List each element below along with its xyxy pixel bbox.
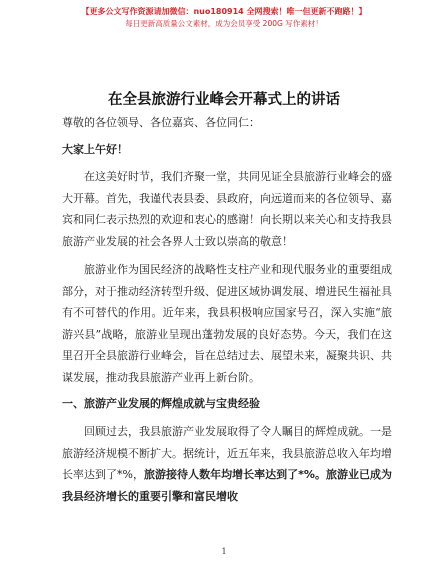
paragraph-2: 旅游业作为国民经济的战略性支柱产业和现代服务业的重要组成部分，对于推动经济转型升级、促进区域协调发展、增进民生福祉具有不可替代的作用。近年来，我县积极响应国家号召，深入实施“旅游兴县”战略，旅游业呈现出蓬勃发展的良好态势。今天，我们在这里召开全县旅游行业峰会，旨在总结过去、展望未来，凝聚共识、共谋发展，推动我县旅游产业再上新台阶。: [62, 263, 392, 384]
paragraph-1: 在这美好时节，我们齐聚一堂，共同见证全县旅游行业峰会的盛大开幕。首先，我谨代表县委、县政府，向远道而来的各位领导、嘉宾和同仁表示热烈的欢迎和衷心的感谢！向长期以来关心和支持我县旅游产业发展的社会各界人士致以崇高的敬意！: [62, 170, 392, 248]
promo-banner: [0, 6, 448, 29]
salutation: 尊敬的各位领导、各位嘉宾、各位同仁：: [62, 116, 260, 129]
paragraph-3-plain-text: 回顾过去，我县旅游产业发展取得了令人瞩目的辉煌成就。一是旅游经济规模不断扩大。据统计，近五年来，我县旅游总收入年均增长率达到了*%，: [62, 425, 392, 481]
greeting: 大家上午好！: [62, 143, 128, 156]
paragraph-3-bold-text: 旅游接待人数年均增长率达到了*%。旅游业已成为我县经济增长的重要引擎和富民增收: [62, 468, 393, 503]
paragraph-3: [62, 421, 392, 507]
document-title: 在全县旅游行业峰会开幕式上的讲话: [108, 92, 340, 108]
promo-banner-line-2: 每日更新高质量公文素材，成为会员享受 200G 写作素材！: [125, 19, 323, 28]
document-body: [62, 114, 392, 514]
section-heading: 一、旅游产业发展的辉煌成就与宝贵经验: [62, 397, 260, 410]
promo-banner-line-1: 【更多公文写作资源请加微信：nuo180914 全网搜索！唯一但更新不跑路！】: [81, 7, 367, 16]
page-number: 1: [221, 547, 227, 556]
